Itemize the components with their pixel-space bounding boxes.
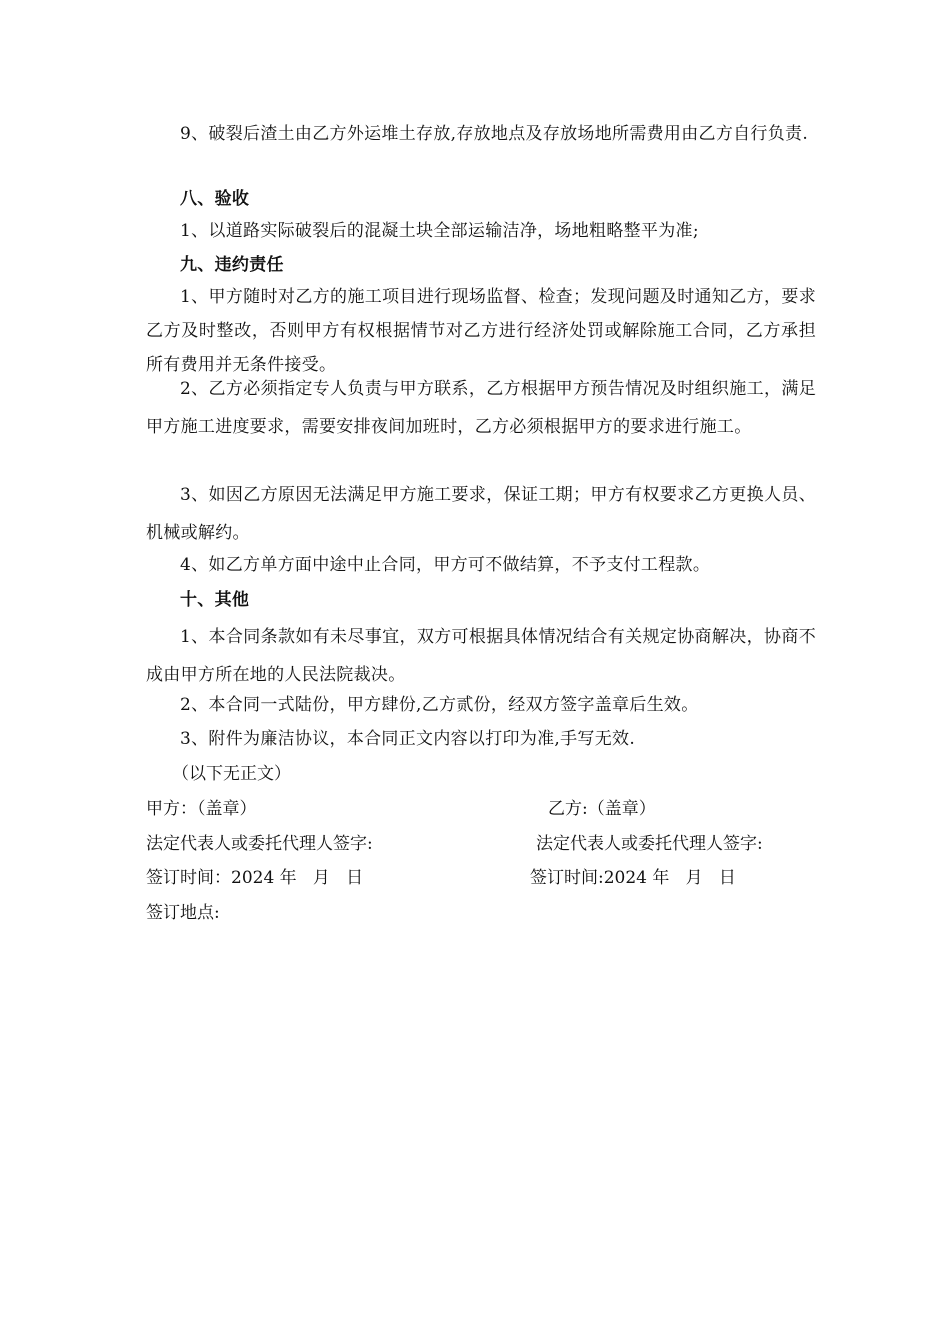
clause-9-4: 4、如乙方单方面中途中止合同，甲方可不做结算，不予支付工程款。: [180, 555, 711, 575]
clause-7-9: 9、破裂后渣土由乙方外运堆土存放,存放地点及存放场地所需费用由乙方自行负责.: [180, 124, 809, 144]
party-b-sign-date: 签订时间:2024 年 月 日: [530, 868, 736, 888]
section-8-heading: 八、验收: [180, 189, 250, 209]
clause-10-2: 2、本合同一式陆份，甲方肆份,乙方贰份，经双方签字盖章后生效。: [180, 695, 699, 715]
clause-9-2: 2、乙方必须指定专人负责与甲方联系，乙方根据甲方预告情况及时组织施工，满足甲方施工进度要求，需要安排夜间加班时，乙方必须根据甲方的要求进行施工。: [146, 379, 816, 437]
party-a-seal: 甲方：（盖章）: [146, 799, 257, 819]
clause-8-1: 1、以道路实际破裂后的混凝土块全部运输洁净，场地粗略整平为准;: [180, 221, 699, 241]
clause-9-3: 3、如因乙方原因无法满足甲方施工要求，保证工期；甲方有权要求乙方更换人员、机械或解约。: [146, 485, 816, 543]
section-10-heading: 十、其他: [180, 590, 250, 610]
sign-location: 签订地点:: [146, 903, 220, 923]
party-b-seal: 乙方:（盖章）: [548, 799, 656, 819]
section-9-heading: 九、违约责任: [180, 255, 284, 275]
clause-10-3: 3、附件为廉洁协议，本合同正文内容以打印为准,手写无效.: [180, 729, 636, 749]
party-b-representative: 法定代表人或委托代理人签字:: [536, 834, 763, 854]
clause-10-1: 1、本合同条款如有未尽事宜，双方可根据具体情况结合有关规定协商解决，协商不成由甲方所在地的人民法院裁决。: [146, 627, 816, 685]
party-a-representative: 法定代表人或委托代理人签字:: [146, 834, 373, 854]
clause-9-1: 1、甲方随时对乙方的施工项目进行现场监督、检查；发现问题及时通知乙方，要求乙方及时整改，否则甲方有权根据情节对乙方进行经济处罚或解除施工合同，乙方承担所有费用并无条件接受。: [146, 287, 816, 375]
end-of-text-note: （以下无正文）: [172, 764, 291, 784]
party-a-sign-date: 签订时间：2024 年 月 日: [146, 868, 364, 888]
